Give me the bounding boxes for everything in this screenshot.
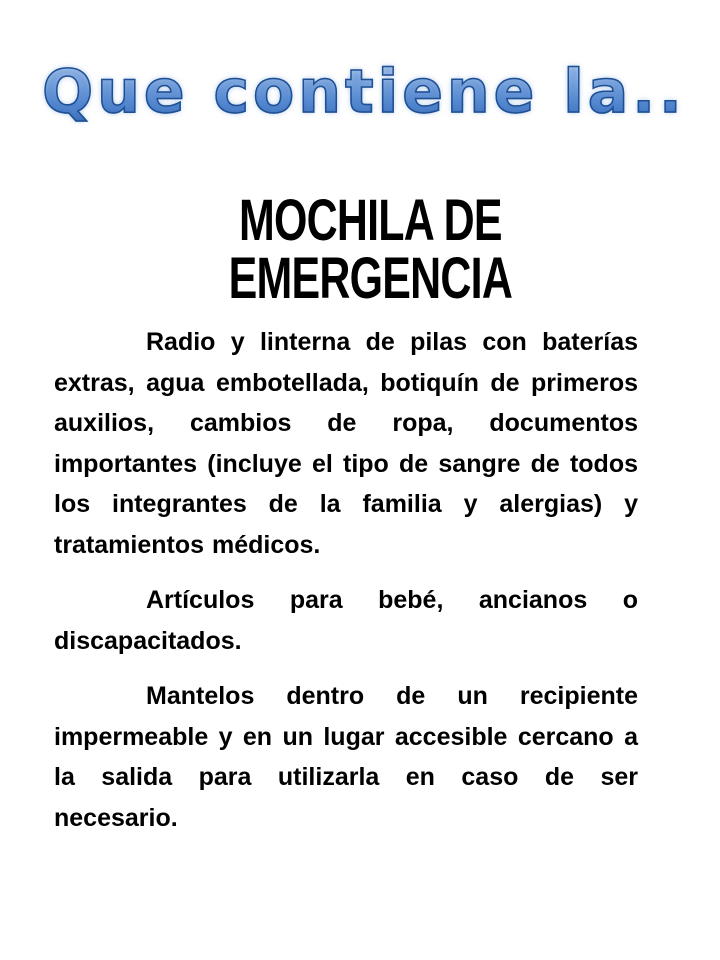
page-title: MOCHILA DE EMERGENCIA: [228, 188, 513, 311]
paragraph-supplies: Radio y linterna de pilas con baterías extras, agua embotellada, botiquín de primeros auxilios, cambios de ropa, documentos importantes (incluye el tipo de sangre de todos los integrantes de la familia y alergias) y tratamientos médicos.: [54, 328, 638, 559]
paragraph-special-items: Artículos para bebé, ancianos o discapacitados.: [54, 586, 638, 655]
body-text: [54, 322, 638, 853]
subtitle-heading: Que contiene la..: [0, 62, 720, 122]
paragraph-storage: Mantelos dentro de un recipiente impermeable y en un lugar accesible cercano a la salida para utilizarla en caso de ser necesario.: [54, 682, 638, 832]
